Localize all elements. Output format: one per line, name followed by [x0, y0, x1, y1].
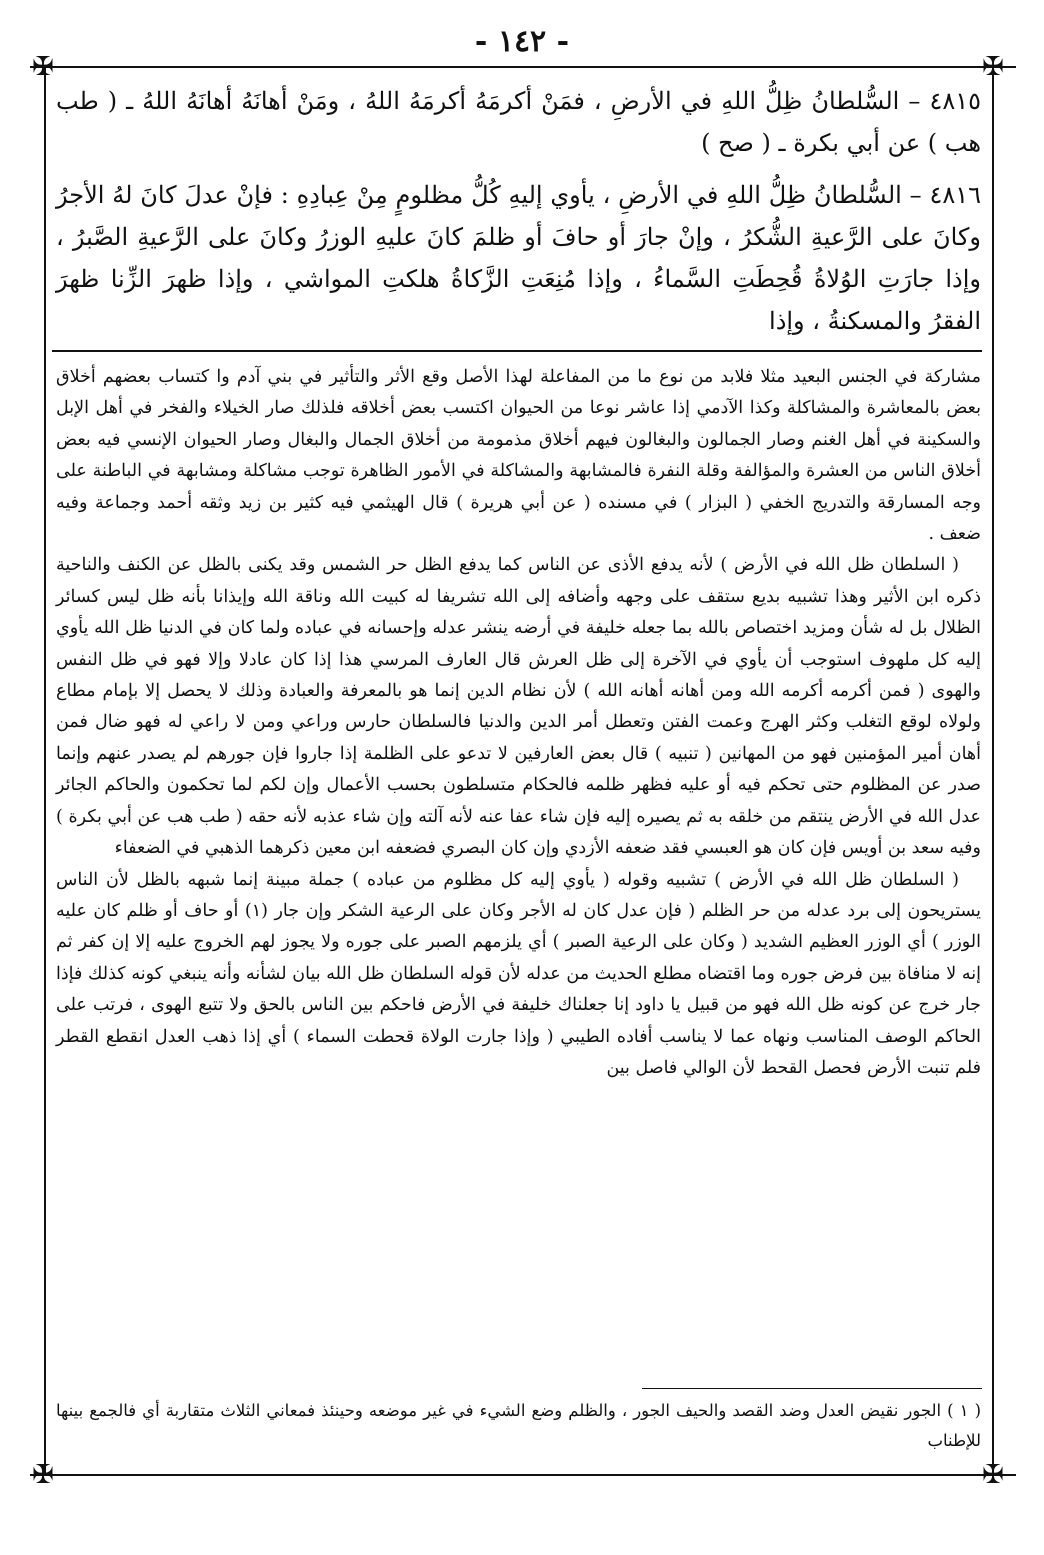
hadith-4816: ٤٨١٦ – السُّلطانُ ظِلُّ اللهِ في الأرضِ ، يأوي إليهِ كُلُّ مظلومٍ مِنْ عِبادِهِ : فإنْ عدلَ كانَ لهُ الأجرُ وكانَ على الرَّعيةِ الشُّكرُ ، وإنْ جارَ أو حافَ أو ظلمَ كانَ عليهِ الوزرُ وكانَ على الرَّعيةِ الصَّبرُ ، وإذا جارَتِ الوُلاةُ قُحِطَتِ السَّماءُ ، وإذا مُنِعَتِ الزَّكاةُ هلكتِ المواشي ، وإذا ظهرَ الزِّنا ظهرَ الفقرُ والمسكنةُ ، وإذا: [56, 181, 981, 335]
section-divider: [52, 350, 982, 352]
corner-ornament-icon: ✠: [982, 52, 1004, 82]
footnote-divider: [642, 1388, 982, 1389]
commentary-paragraph: مشاركة في الجنس البعيد مثلا فلابد من نوع ما من المفاعلة لهذا الأصل وقع الأثر والتأثير في بني آدم وا كتساب بعضهم أخلاق بعض بالمعاشرة والمشاكلة وكذا الآدمي إذا عاشر نوعا من الحيوان اكتسب بعض أخلاقه فلذلك صار الخيلاء والفخر في أهل الإبل والسكينة في أهل الغنم وصار الجمالون والبغالون فيهم أخلاق مذمومة من أخلاق الجمال والبغال وصار الحيوان الإنسي فيه بعض أخلاق الناس من العشرة والمؤالفة وقلة النفرة فالمشابهة والمشاكلة في الأمور الظاهرة توجب مشاكلة ومشابهة في الباطنة على وجه المسارقة والتدريج الخفي ( البزار ) في مسنده ( عن أبي هريرة ) قال الهيثمي فيه كثير بن زيد وثقه أحمد وجماعة وفيه ضعف .: [56, 367, 981, 545]
commentary-section: [56, 362, 981, 1382]
footnote-section: [56, 1396, 981, 1466]
frame-bottom-border: [30, 1474, 1016, 1476]
corner-ornament-icon: ✠: [32, 1460, 54, 1490]
hadith-4815: ٤٨١٥ – السُّلطانُ ظِلُّ اللهِ في الأرضِ ، فمَنْ أكرمَهُ أكرمَهُ اللهُ ، ومَنْ أهانَهُ أهانَهُ اللهُ ـ ( طب هب ) عن أبي بكرة ـ ( صح ): [56, 87, 981, 157]
frame-left-border: [44, 66, 46, 1474]
frame-top-border: [30, 66, 1016, 68]
corner-ornament-icon: ✠: [32, 52, 54, 82]
corner-ornament-icon: ✠: [982, 1460, 1004, 1490]
commentary-paragraph: ( السلطان ظل الله في الأرض ) تشبيه وقوله ( يأوي إليه كل مظلوم من عباده ) جملة مبينة إنما شبهه بالظل لأن الناس يستريحون إلى برد عدله من حر الظلم ( فإن عدل كان له الأجر وكان على الرعية الشكر وإن جار (١) أو حاف أو ظلم كان عليه الوزر ) أي الوزر العظيم الشديد ( وكان على الرعية الصبر ) أي يلزمهم الصبر على جوره ولا يجوز لهم الخروج عليه إلا إن كفر ثم إنه لا منافاة بين فرض جوره وما اقتضاه مطلع الحديث من عدله لأن قوله السلطان ظل الله بيان لشأنه وأنه ينبغي كونه كذلك فإذا جار خرج عن كونه ظل الله فهو من قبيل يا داود إنا جعلناك خليفة في الأرض فاحكم بين الناس بالحق ولا تتبع الهوى ، فرتب على الحاكم الوصف المناسب ونهاه عما لا يناسب أفاده الطيبي ( وإذا جارت الولاة قحطت السماء ) أي إذا ذهب العدل انقطع القطر فلم تنبت الأرض فحصل القحط لأن الوالي فاصل بين: [56, 869, 982, 1078]
frame-right-border: [992, 66, 994, 1474]
page-number: - ١٤٢ -: [474, 24, 570, 59]
hadith-section: [56, 80, 981, 340]
footnote-text: ( ١ ) الجور نقيض العدل وضد القصد والحيف الجور ، والظلم وضع الشيء في غير موضعه وحينئذ فمعاني الثلاث متقاربة أي فالجمع بينها للإطناب: [56, 1401, 982, 1450]
commentary-paragraph: ( السلطان ظل الله في الأرض ) لأنه يدفع الأذى عن الناس كما يدفع الظل حر الشمس وقد يكنى بالظل عن الكنف والناحية ذكره ابن الأثير وهذا تشبيه بديع ستقف على وجهه وأضافه إلى الله تشريفا له كبيت الله وناقة الله وإيذانا بأنه ظل ليس كسائر الظلال بل له شأن ومزيد اختصاص بالله بما جعله خليفة في أرضه ينشر عدله وإحسانه في عباده ولما كان في الدنيا ظل الله يأوي إليه كل ملهوف استوجب أن يأوي في الآخرة إلى ظل العرش قال العارف المرسي هذا إذا كان عادلا وإلا فهو في ظل النفس والهوى ( فمن أكرمه أكرمه الله ومن أهانه أهانه الله ) لأن نظام الدين إنما هو بالمعرفة والعبادة وذلك لا يحصل إلا بإمام مطاع ولولاه لوقع التغلب وكثر الهرج وعمت الفتن وتعطل أمر الدين والدنيا فالسلطان حارس وراعي ومن لا راعي له فهو ضال فمن أهان أمير المؤمنين فهو من المهانين ( تنبيه ) قال بعض العارفين لا تدعو على الظلمة إذا جاروا فإن جورهم لم يصدر عنهم وإنما صدر عن المظلوم حتى تحكم فيه أو عليه فظهر ظلمه فالحكام متسلطون بحسب الأعمال وإن لكم لما تحكمون والحاكم الجائر عدل الله في الأرض ينتقم من خلقه به ثم يصيره إليه فإن شاء عفا عنه لأنه آلته وإن شاء عذبه لأنه حقه ( طب هب عن أبي بكرة ) وفيه سعد بن أويس فإن كان هو العبسي فقد ضعفه الأزدي وإن كان البصري فضعفه ابن معين ذكرهما الذهبي في الضعفاء: [56, 555, 981, 859]
